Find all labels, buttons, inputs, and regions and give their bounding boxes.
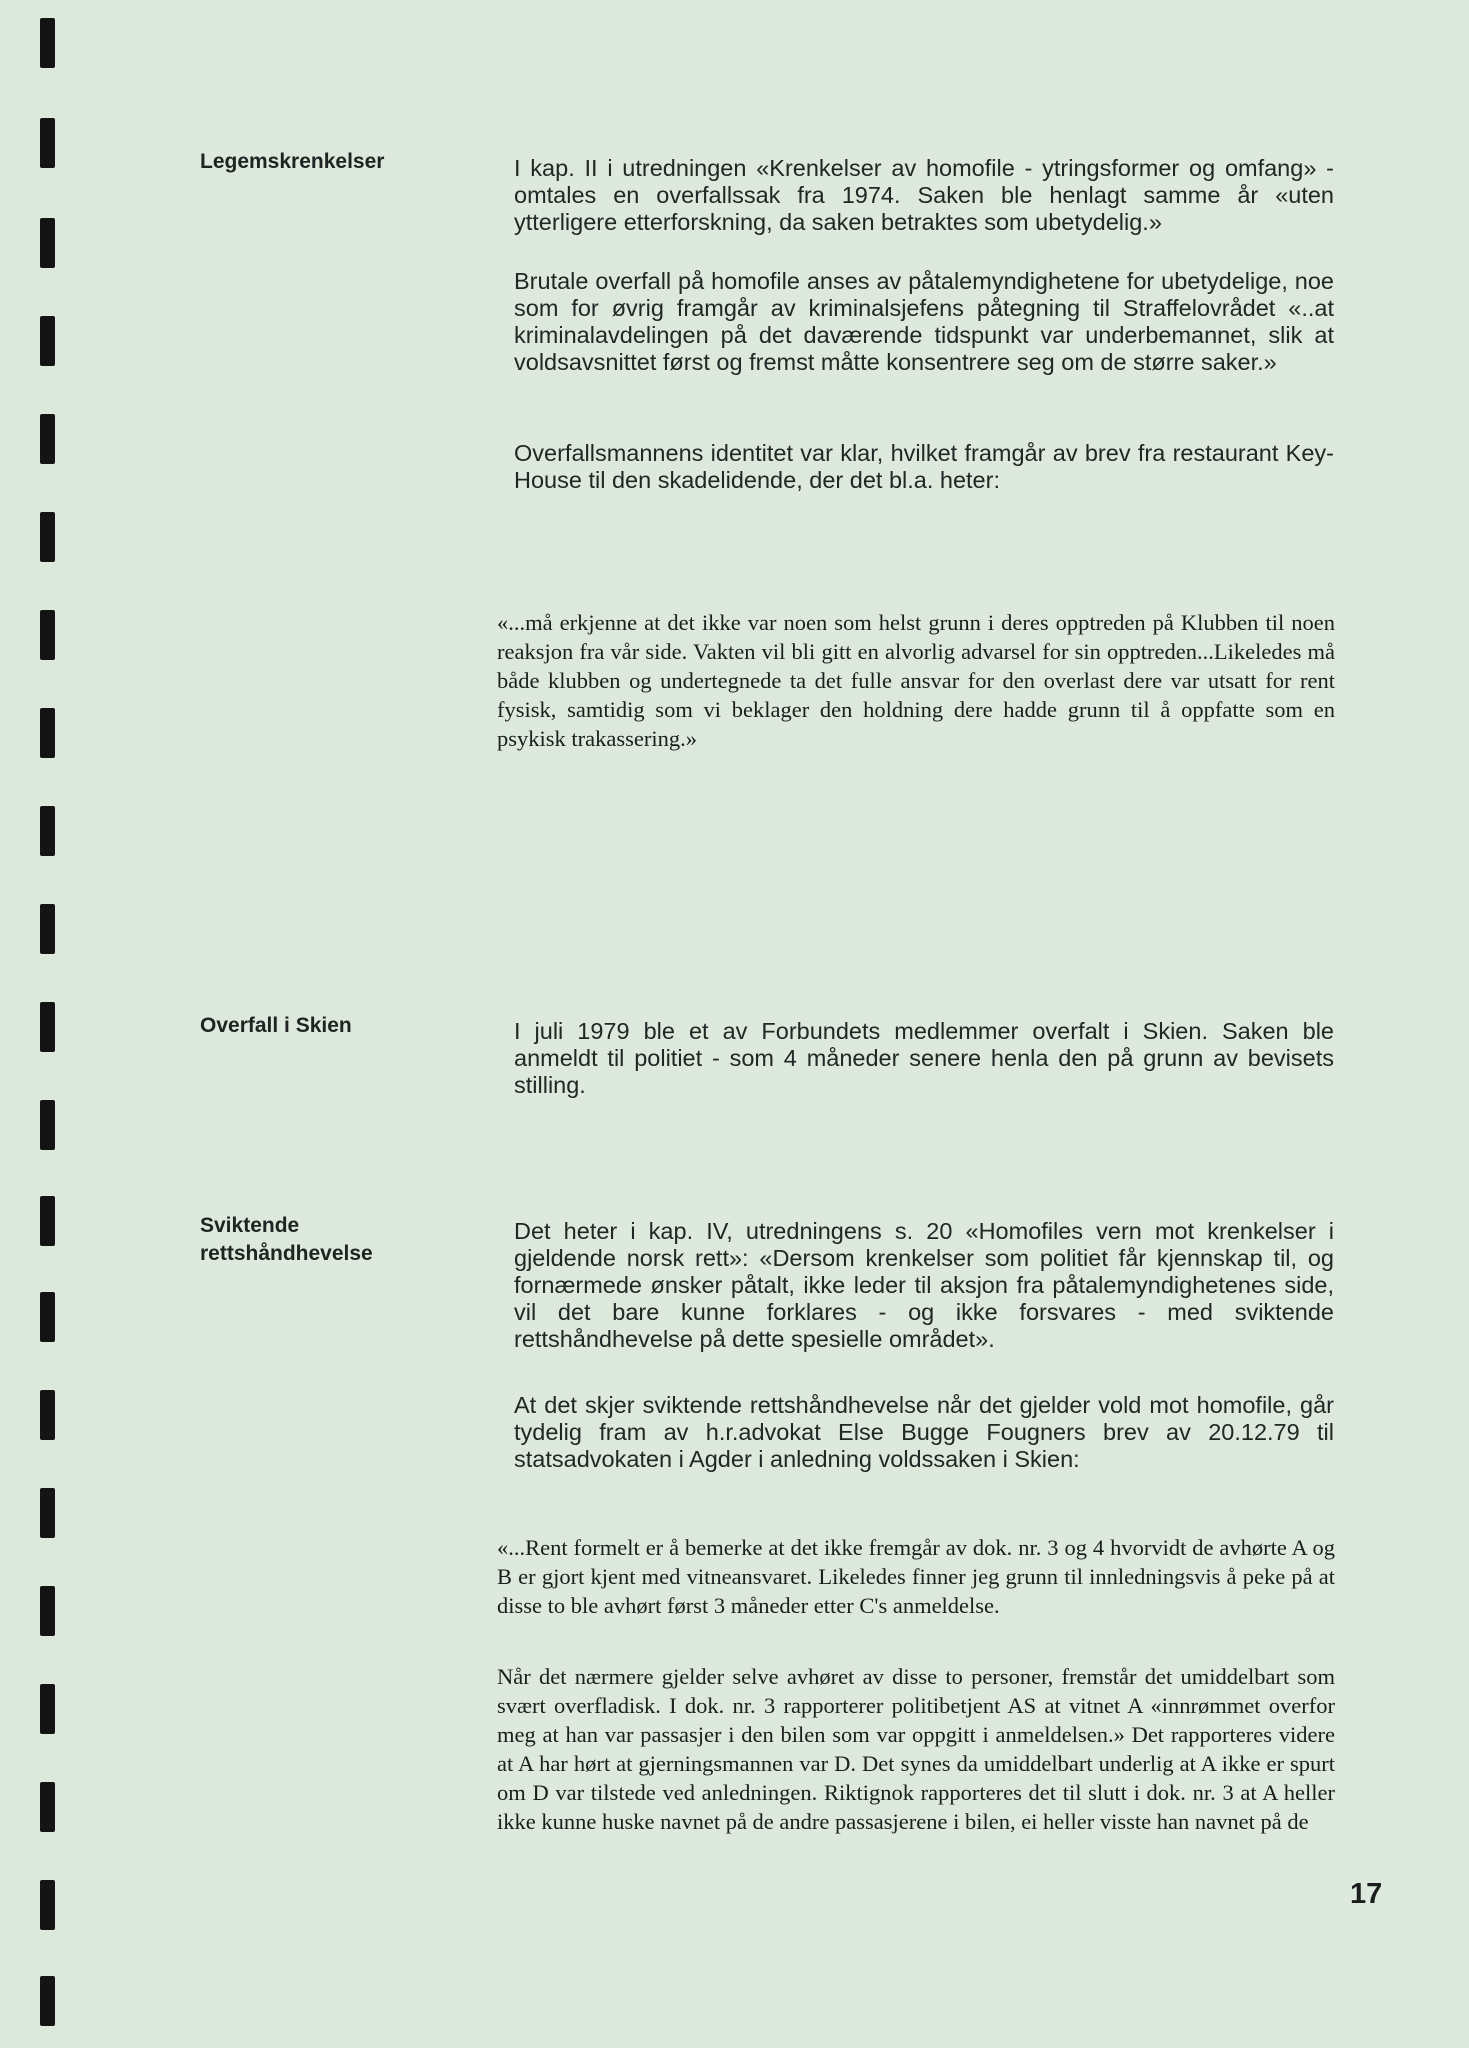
section-heading-legemskrenkelser: Legemskrenkelser (200, 150, 385, 173)
binding-hole (40, 1292, 55, 1342)
paragraph: I kap. II i utredningen «Krenkelser av homofile - ytringsformer og omfang» - omtales en overfallssak fra 1974. Saken ble henlagt samme år «uten ytterligere etterforskning, da saken betraktes som ubetydelig.» (514, 155, 1334, 235)
section-heading-overfall-i-skien: Overfall i Skien (200, 1014, 352, 1037)
binding-hole (40, 806, 55, 856)
block-quote: «...Rent formelt er å bemerke at det ikke fremgår av dok. nr. 3 og 4 hvorvidt de avhørte A og B er gjort kjent med vitneansvaret. Likeledes finner jeg grunn til innledningsvis å peke på at disse to ble avhørt først 3 måneder etter C's anmeldelse. (497, 1535, 1335, 1618)
binding-hole (40, 512, 55, 562)
page-number: 17 (1350, 1878, 1383, 1910)
block-quote: «...må erkjenne at det ikke var noen som helst grunn i deres opptreden på Klubben til noen reaksjon fra vår side. Vakten vil bli gitt en alvorlig advarsel for sin opptreden...Likeledes må både klubben og undertegnede ta det fulle ansvar for den overlast dere var utsatt for rent fysisk, samtidig som vi beklager den holdning dere hadde grunn til å oppfatte som en psykisk trakassering.» (497, 610, 1335, 751)
binding-holes (40, 0, 70, 2048)
paragraph: Brutale overfall på homofile anses av påtalemyndighetene for ubetydelige, noe som for øvrig framgår av kriminalsjefens påtegning til Straffelovrådet «..at kriminalavdelingen på det daværende tidspunkt var underbemannet, slik at voldsavsnittet først og fremst måtte konsentrere seg om de større saker.» (514, 268, 1334, 375)
block-quote: Når det nærmere gjelder selve avhøret av disse to personer, fremstår det umiddelbart som svært overfladisk. I dok. nr. 3 rapporterer politibetjent AS at vitnet A «innrømmet overfor meg at han var passasjer i den bilen som var oppgitt i anmeldelsen.» Det rapporteres videre at A har hørt at gjerningsmannen var D. Det synes da umiddelbart underlig at A ikke er spurt om D var tilstede ved anledningen. Riktignok rapporteres det til slutt i dok. nr. 3 at A heller ikke kunne huske navnet på de andre passasjerene i bilen, ei heller visste han navnet på de (497, 1664, 1335, 1834)
binding-hole (40, 1390, 55, 1440)
binding-hole (40, 1586, 55, 1636)
binding-hole (40, 118, 55, 168)
paragraph: Det heter i kap. IV, utredningens s. 20 «Homofiles vern mot krenkelser i gjeldende norsk rett»: «Dersom krenkelser som politiet får kjennskap til, og fornærmede ønsker påtalt, ikke leder til aksjon fra påtalemyndighetenes side, vil det bare kunne forklares - og ikke forsvares - med sviktende rettshåndhevelse på dette spesielle området». (514, 1218, 1334, 1352)
binding-hole (40, 414, 55, 464)
binding-hole (40, 1488, 55, 1538)
binding-hole (40, 1684, 55, 1734)
binding-hole (40, 708, 55, 758)
paragraph: I juli 1979 ble et av Forbundets medlemmer overfalt i Skien. Saken ble anmeldt til politiet - som 4 måneder senere henla den på grunn av bevisets stilling. (514, 1018, 1334, 1098)
paragraph: At det skjer sviktende rettshåndhevelse når det gjelder vold mot homofile, går tydelig fram av h.r.advokat Else Bugge Fougners brev av 20.12.79 til statsadvokaten i Agder i anledning voldssaken i Skien: (514, 1392, 1334, 1472)
paragraph: Overfallsmannens identitet var klar, hvilket framgår av brev fra restaurant Key-House til den skadelidende, der det bl.a. heter: (514, 440, 1334, 493)
binding-hole (40, 218, 55, 268)
binding-hole (40, 904, 55, 954)
binding-hole (40, 1782, 55, 1832)
binding-hole (40, 1002, 55, 1052)
binding-hole (40, 1976, 55, 2026)
binding-hole (40, 1100, 55, 1150)
binding-hole (40, 610, 55, 660)
section-heading-sviktende-rettshandhevelse: Sviktende rettshåndhevelse (200, 1214, 373, 1265)
binding-hole (40, 18, 55, 68)
binding-hole (40, 1196, 55, 1246)
binding-hole (40, 316, 55, 366)
binding-hole (40, 1880, 55, 1930)
